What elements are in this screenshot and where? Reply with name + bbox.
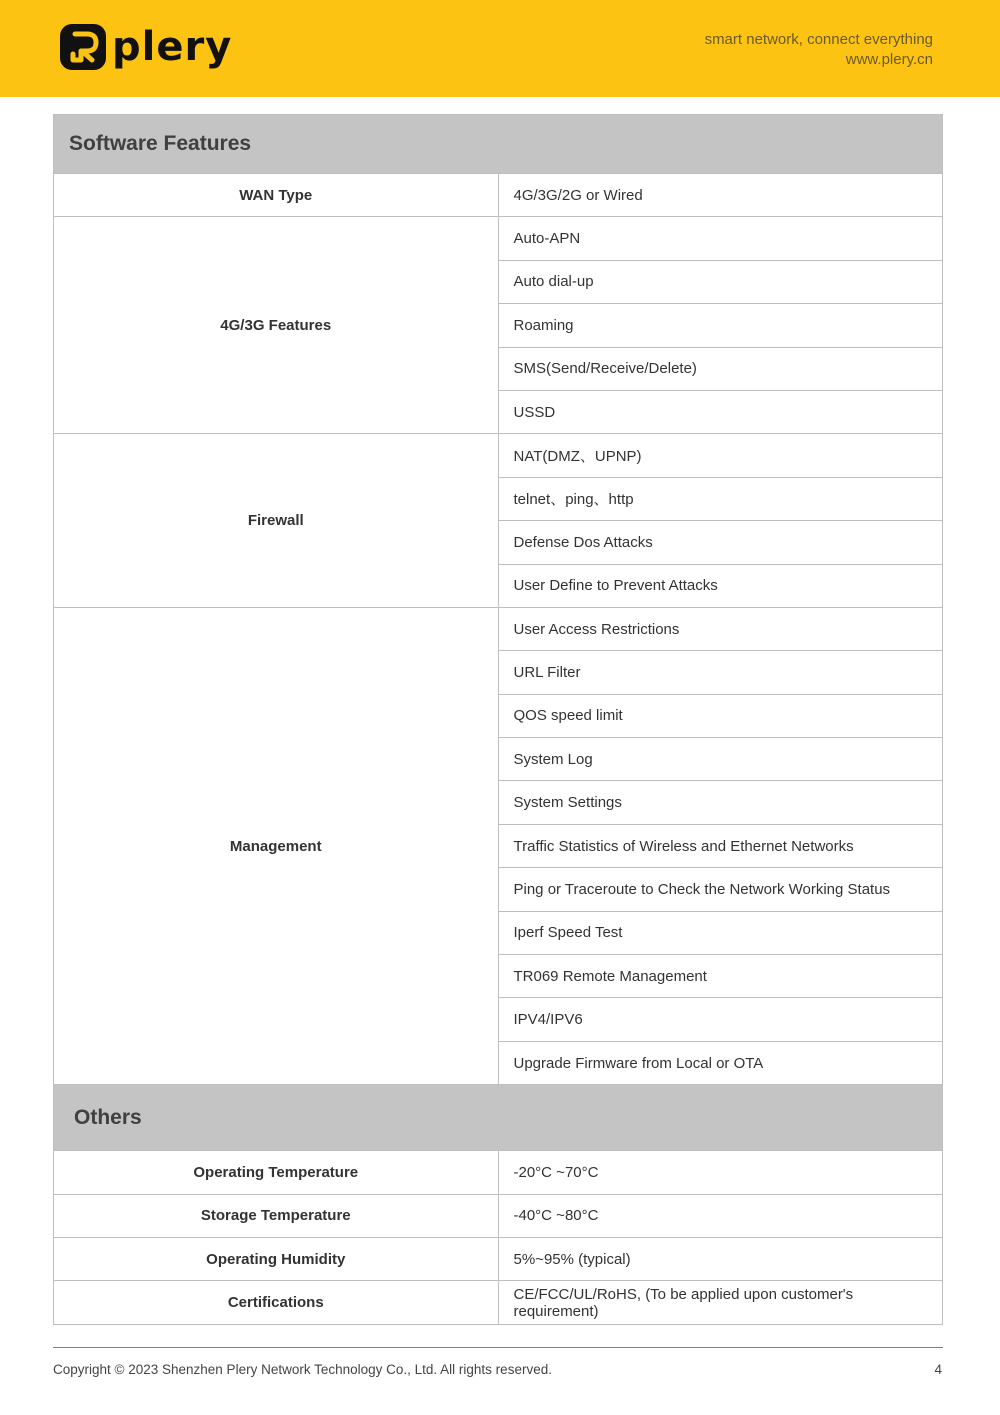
row-value: 5%~95% (typical) [498, 1237, 943, 1280]
row-value: Auto dial-up [498, 260, 943, 303]
table-row [54, 434, 943, 477]
page-header [0, 0, 1000, 97]
table-row [54, 1237, 943, 1280]
row-value: URL Filter [498, 651, 943, 694]
row-value: Upgrade Firmware from Local or OTA [498, 1041, 943, 1084]
row-value: Iperf Speed Test [498, 911, 943, 954]
table-row [54, 1194, 943, 1237]
row-label: Operating Temperature [54, 1151, 499, 1194]
slogan-text: smart network, connect everything [704, 31, 933, 48]
table-row [54, 1151, 943, 1194]
row-value: -20°C ~70°C [498, 1151, 943, 1194]
plery-logo [60, 24, 232, 70]
row-label: WAN Type [54, 174, 499, 217]
row-value: SMS(Send/Receive/Delete) [498, 347, 943, 390]
row-label: 4G/3G Features [54, 217, 499, 434]
row-value: User Define to Prevent Attacks [498, 564, 943, 607]
row-value: User Access Restrictions [498, 607, 943, 650]
table-row [54, 607, 943, 650]
row-value: System Settings [498, 781, 943, 824]
row-value: TR069 Remote Management [498, 955, 943, 998]
row-value: QOS speed limit [498, 694, 943, 737]
table-row [54, 174, 943, 217]
row-label: Operating Humidity [54, 1237, 499, 1280]
table-row [54, 217, 943, 260]
website-url: www.plery.cn [845, 51, 933, 68]
row-label: Certifications [54, 1281, 499, 1324]
row-value: 4G/3G/2G or Wired [498, 174, 943, 217]
row-value: Traffic Statistics of Wireless and Ethernet Networks [498, 824, 943, 867]
section-header-others [54, 1085, 943, 1151]
row-value: CE/FCC/UL/RoHS, (To be applied upon customer's requirement) [498, 1281, 943, 1324]
logo-mark-icon [60, 24, 106, 70]
logo-text: plery [112, 24, 233, 70]
table-row [54, 1281, 943, 1324]
row-value: IPV4/IPV6 [498, 998, 943, 1041]
row-label: Firewall [54, 434, 499, 608]
section-title: Software Features [54, 115, 943, 174]
row-value: -40°C ~80°C [498, 1194, 943, 1237]
row-value: Ping or Traceroute to Check the Network Working Status [498, 868, 943, 911]
row-value: USSD [498, 390, 943, 433]
section-header-software [54, 115, 943, 174]
row-value: Defense Dos Attacks [498, 521, 943, 564]
row-value: Roaming [498, 304, 943, 347]
copyright-text: Copyright © 2023 Shenzhen Plery Network Technology Co., Ltd. All rights reserved. [53, 1362, 552, 1377]
header-slogan [705, 30, 933, 70]
row-value: telnet、ping、http [498, 477, 943, 520]
spec-table [53, 114, 943, 1325]
row-value: NAT(DMZ、UPNP) [498, 434, 943, 477]
footer-divider [53, 1347, 943, 1348]
row-label: Management [54, 607, 499, 1084]
page-number: 4 [934, 1362, 942, 1377]
section-title: Others [54, 1085, 943, 1151]
row-value: System Log [498, 738, 943, 781]
row-value: Auto-APN [498, 217, 943, 260]
row-label: Storage Temperature [54, 1194, 499, 1237]
